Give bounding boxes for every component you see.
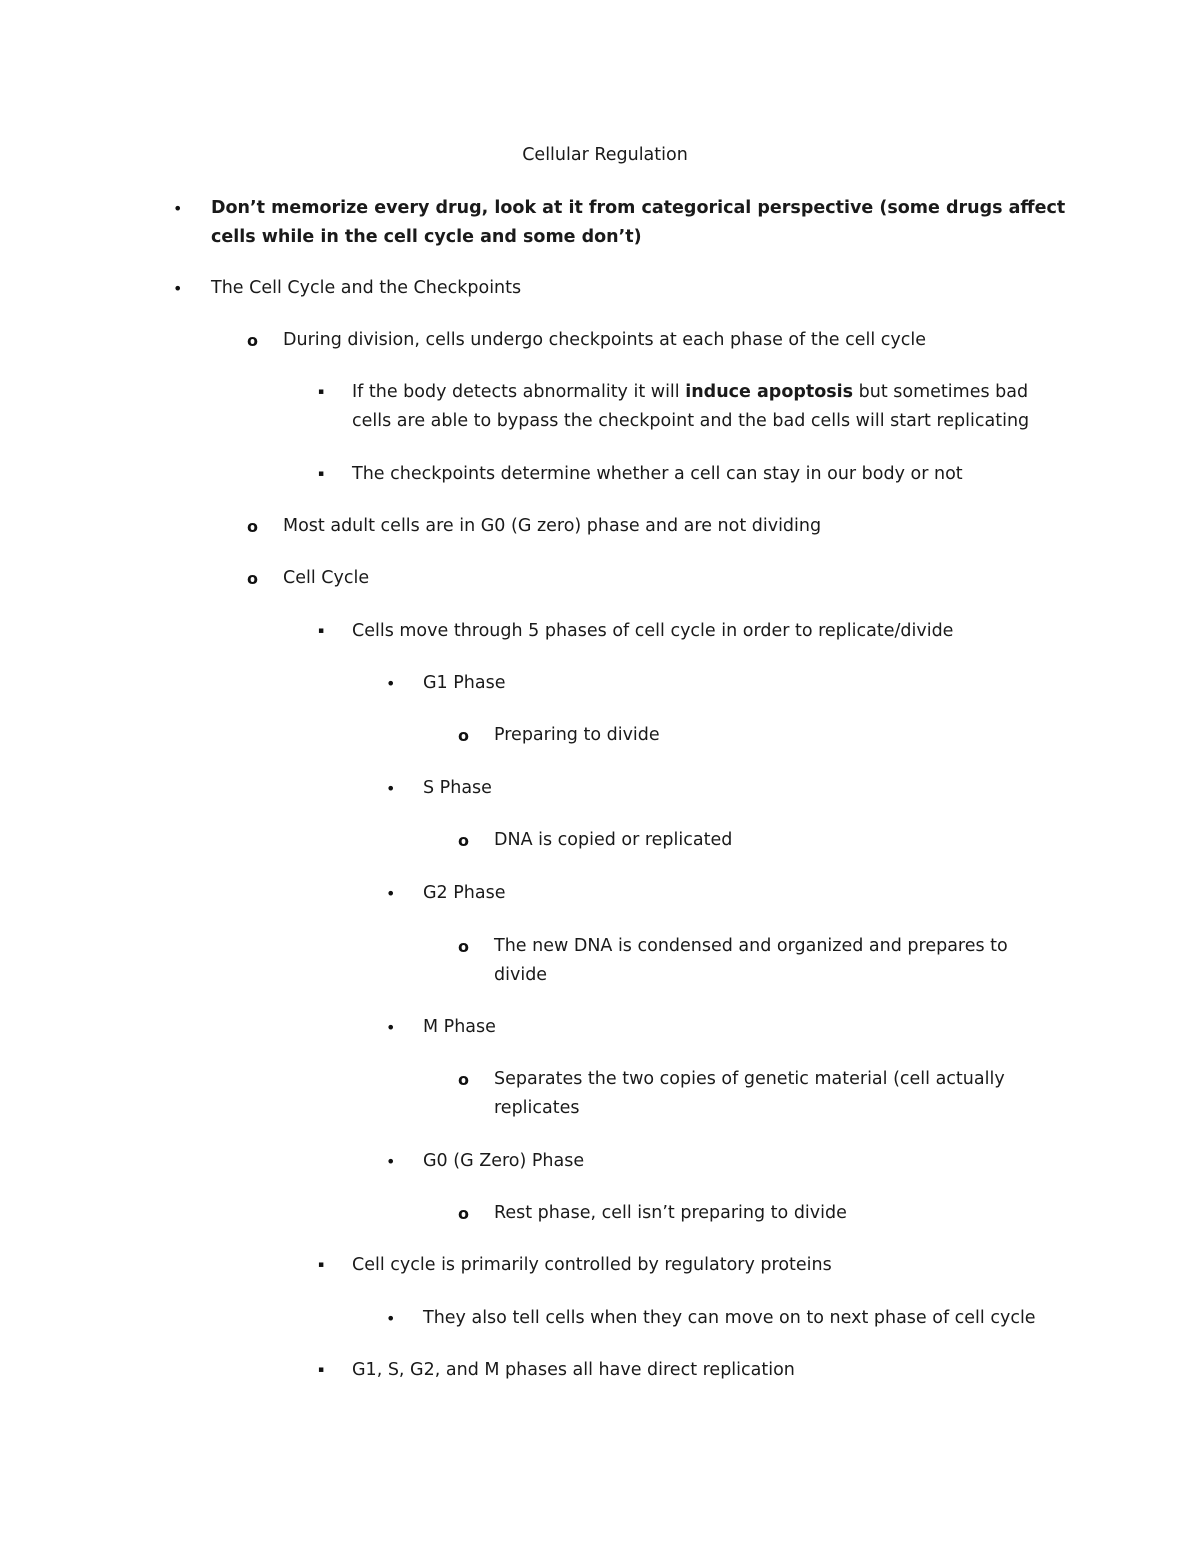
bullet-circle-icon: o: [458, 1204, 469, 1223]
list-item: Most adult cells are in G0 (G zero) phase and are not dividing: [283, 516, 822, 536]
list-item: [352, 378, 1072, 436]
list-item: Cell Cycle: [283, 568, 370, 588]
bullet-disc-icon: •: [386, 1152, 396, 1171]
bullet-square-icon: ▪: [318, 1260, 325, 1270]
bullet-disc-icon: •: [386, 1018, 396, 1037]
bullet-circle-icon: o: [458, 831, 469, 850]
document-title: Cellular Regulation: [522, 145, 688, 165]
bullet-disc-icon: •: [386, 884, 396, 903]
list-item: G0 (G Zero) Phase: [423, 1151, 585, 1171]
list-item: The new DNA is condensed and organized and prepares to divide: [494, 936, 1008, 985]
bullet-disc-icon: •: [173, 279, 183, 298]
list-item: Separates the two copies of genetic material (cell actually replicates: [494, 1069, 1005, 1118]
bullet-disc-icon: •: [386, 674, 396, 693]
bullet-disc-icon: •: [173, 199, 183, 218]
list-item: G1 Phase: [423, 673, 506, 693]
bullet-square-icon: ▪: [318, 387, 325, 397]
list-item-emphasis: induce apoptosis: [685, 382, 854, 402]
bullet-circle-icon: o: [458, 1070, 469, 1089]
list-item-text: If the body detects abnormality it will: [352, 382, 686, 402]
list-item: Rest phase, cell isn’t preparing to divide: [494, 1203, 847, 1223]
bullet-square-icon: ▪: [318, 469, 325, 479]
list-item: The Cell Cycle and the Checkpoints: [211, 278, 522, 298]
list-item: During division, cells undergo checkpoints at each phase of the cell cycle: [283, 330, 927, 350]
list-item: They also tell cells when they can move on to next phase of cell cycle: [423, 1308, 1036, 1328]
bullet-circle-icon: o: [247, 569, 258, 588]
list-item: M Phase: [423, 1017, 496, 1037]
list-item-text: but sometimes bad cells are able to bypass the checkpoint and the bad cells will start replicating: [352, 382, 1030, 431]
list-item: Cell cycle is primarily controlled by regulatory proteins: [352, 1255, 832, 1275]
bullet-circle-icon: o: [247, 517, 258, 536]
list-item: G2 Phase: [423, 883, 506, 903]
bullet-square-icon: ▪: [318, 626, 325, 636]
list-item: Preparing to divide: [494, 725, 660, 745]
list-item: The checkpoints determine whether a cell can stay in our body or not: [352, 464, 963, 484]
list-item: DNA is copied or replicated: [494, 830, 733, 850]
bullet-circle-icon: o: [458, 726, 469, 745]
list-item: Don’t memorize every drug, look at it from categorical perspective (some drugs affect cells while in the cell cycle and some don’t): [211, 198, 1066, 247]
list-item: Cells move through 5 phases of cell cycle in order to replicate/divide: [352, 621, 954, 641]
bullet-disc-icon: •: [386, 779, 396, 798]
bullet-disc-icon: •: [386, 1309, 396, 1328]
bullet-circle-icon: o: [247, 331, 258, 350]
list-item: S Phase: [423, 778, 492, 798]
list-item: G1, S, G2, and M phases all have direct replication: [352, 1360, 795, 1380]
bullet-circle-icon: o: [458, 937, 469, 956]
bullet-square-icon: ▪: [318, 1365, 325, 1375]
